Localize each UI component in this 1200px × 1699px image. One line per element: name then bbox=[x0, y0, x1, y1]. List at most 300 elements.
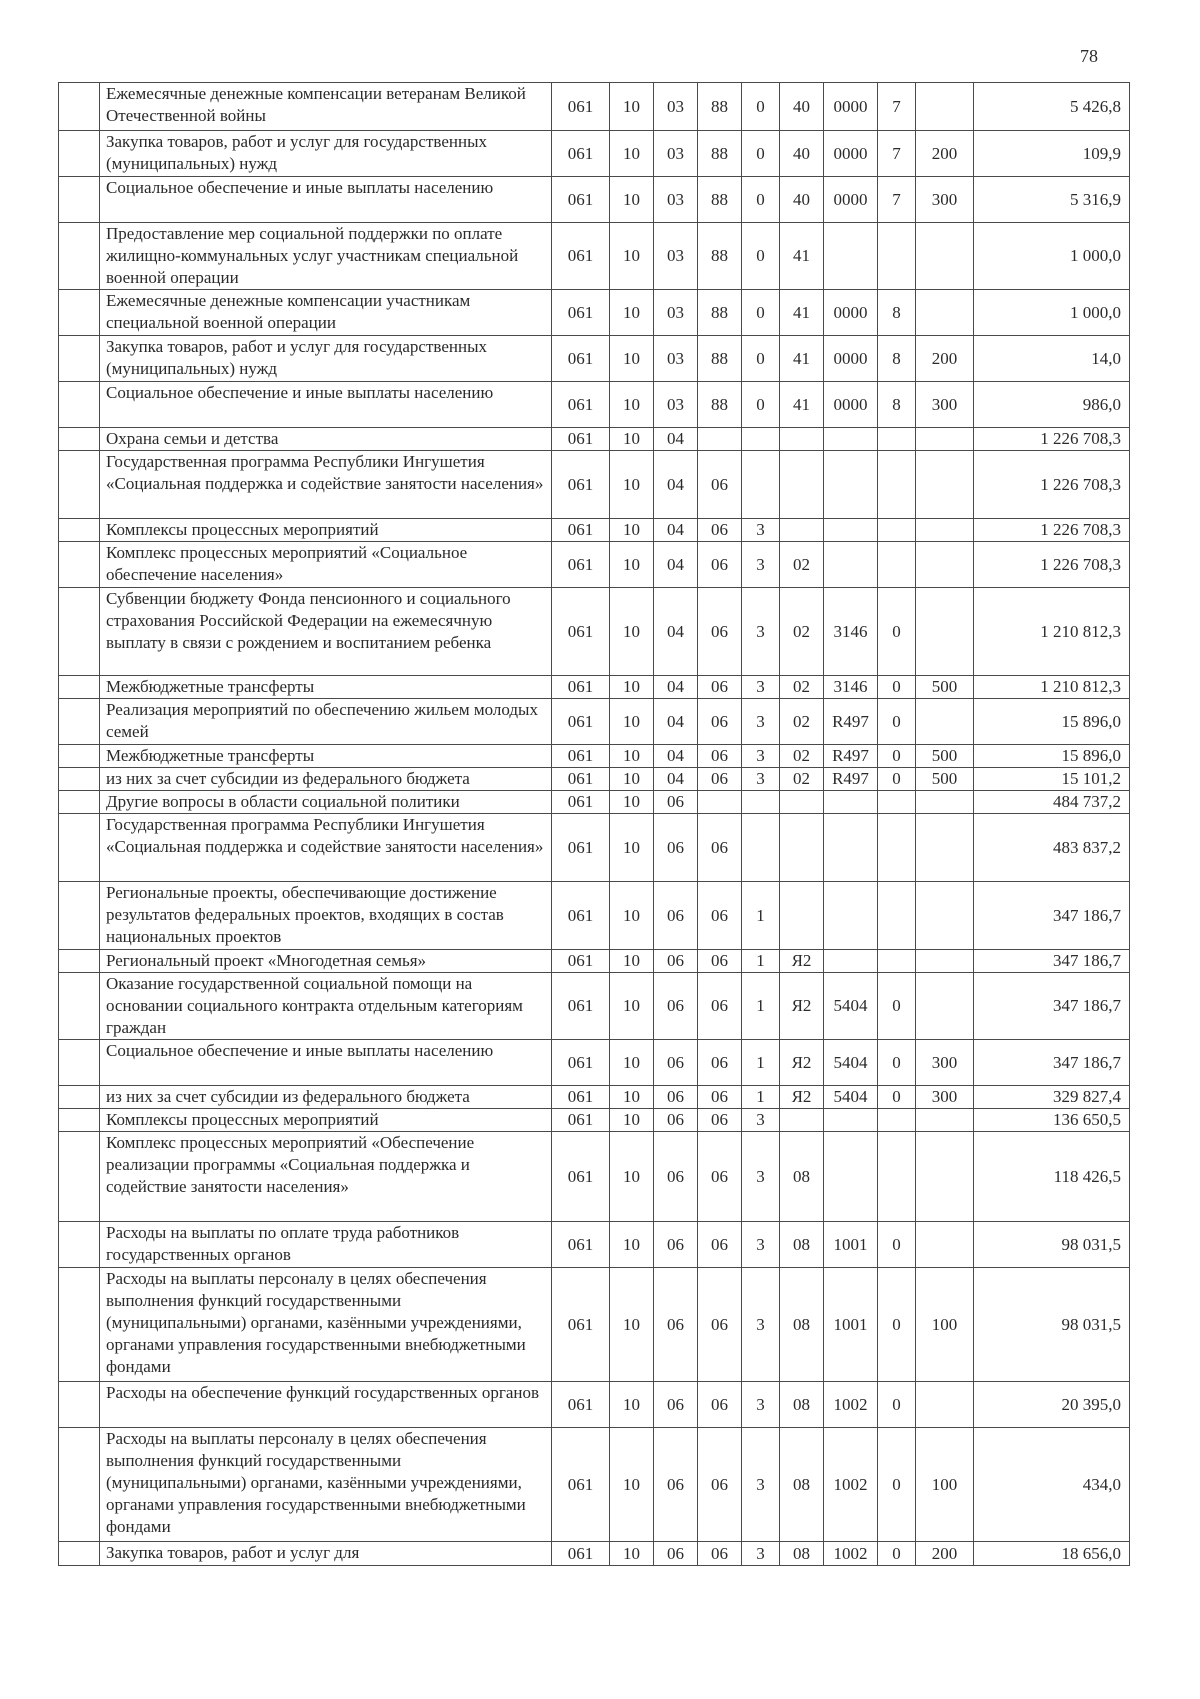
row-amount-cell: 1 210 812,3 bbox=[974, 676, 1130, 699]
section-code-cell: 10 bbox=[610, 676, 654, 699]
direction-code-cell: 5404 bbox=[824, 1086, 878, 1109]
table-row bbox=[59, 83, 1130, 131]
event-code-cell bbox=[780, 814, 824, 882]
sub-code-cell bbox=[878, 1132, 916, 1222]
row-name-cell: Закупка товаров, работ и услуг для государственных (муниципальных) нужд bbox=[100, 336, 552, 382]
direction-code-cell: 0000 bbox=[824, 177, 878, 223]
direction-code-cell bbox=[824, 542, 878, 588]
row-amount-cell: 5 316,9 bbox=[974, 177, 1130, 223]
admin-code-cell: 061 bbox=[552, 336, 610, 382]
page-number: 78 bbox=[1080, 46, 1098, 66]
expense-type-code-cell bbox=[916, 83, 974, 131]
program-code-cell: 06 bbox=[698, 1132, 742, 1222]
section-code-cell: 10 bbox=[610, 1542, 654, 1566]
admin-code-cell: 061 bbox=[552, 83, 610, 131]
row-amount-cell: 118 426,5 bbox=[974, 1132, 1130, 1222]
row-name-cell: Другие вопросы в области социальной политики bbox=[100, 791, 552, 814]
direction-code-cell bbox=[824, 882, 878, 950]
subsection-code-cell: 06 bbox=[654, 1382, 698, 1428]
row-amount-cell: 109,9 bbox=[974, 131, 1130, 177]
subsection-code-cell: 04 bbox=[654, 676, 698, 699]
row-blank-cell bbox=[59, 699, 100, 745]
subprogram-code-cell: 0 bbox=[742, 177, 780, 223]
sub-code-cell bbox=[878, 882, 916, 950]
admin-code-cell: 061 bbox=[552, 519, 610, 542]
subsection-code-cell: 04 bbox=[654, 451, 698, 519]
section-code-cell: 10 bbox=[610, 519, 654, 542]
subsection-code-cell: 06 bbox=[654, 1040, 698, 1086]
table-row bbox=[59, 676, 1130, 699]
sub-code-cell: 0 bbox=[878, 676, 916, 699]
row-amount-cell: 986,0 bbox=[974, 382, 1130, 428]
section-code-cell: 10 bbox=[610, 1086, 654, 1109]
subsection-code-cell: 03 bbox=[654, 336, 698, 382]
sub-code-cell bbox=[878, 519, 916, 542]
sub-code-cell bbox=[878, 950, 916, 973]
subsection-code-cell: 04 bbox=[654, 588, 698, 676]
admin-code-cell: 061 bbox=[552, 676, 610, 699]
table-row bbox=[59, 588, 1130, 676]
row-blank-cell bbox=[59, 1109, 100, 1132]
subsection-code-cell: 03 bbox=[654, 223, 698, 290]
subprogram-code-cell: 3 bbox=[742, 519, 780, 542]
expense-type-code-cell bbox=[916, 519, 974, 542]
program-code-cell: 06 bbox=[698, 699, 742, 745]
expense-type-code-cell bbox=[916, 973, 974, 1040]
row-amount-cell: 14,0 bbox=[974, 336, 1130, 382]
subprogram-code-cell: 3 bbox=[742, 1132, 780, 1222]
admin-code-cell: 061 bbox=[552, 588, 610, 676]
sub-code-cell: 0 bbox=[878, 1428, 916, 1542]
expense-type-code-cell bbox=[916, 791, 974, 814]
subsection-code-cell: 04 bbox=[654, 428, 698, 451]
direction-code-cell: 1002 bbox=[824, 1428, 878, 1542]
expense-type-code-cell: 300 bbox=[916, 382, 974, 428]
admin-code-cell: 061 bbox=[552, 1132, 610, 1222]
program-code-cell: 06 bbox=[698, 1382, 742, 1428]
section-code-cell: 10 bbox=[610, 745, 654, 768]
row-blank-cell bbox=[59, 676, 100, 699]
direction-code-cell bbox=[824, 451, 878, 519]
row-name-cell: Расходы на выплаты персоналу в целях обеспечения выполнения функций государственными (муниципальными) органами, казёнными учреждениями, органами управления государственными внебюджетными фондами bbox=[100, 1428, 552, 1542]
sub-code-cell: 8 bbox=[878, 336, 916, 382]
direction-code-cell bbox=[824, 814, 878, 882]
subprogram-code-cell: 0 bbox=[742, 382, 780, 428]
row-amount-cell: 483 837,2 bbox=[974, 814, 1130, 882]
row-amount-cell: 1 226 708,3 bbox=[974, 451, 1130, 519]
subprogram-code-cell: 3 bbox=[742, 588, 780, 676]
row-name-cell: Региональные проекты, обеспечивающие достижение результатов федеральных проектов, входящих в состав национальных проектов bbox=[100, 882, 552, 950]
section-code-cell: 10 bbox=[610, 950, 654, 973]
section-code-cell: 10 bbox=[610, 290, 654, 336]
section-code-cell: 10 bbox=[610, 1382, 654, 1428]
row-amount-cell: 98 031,5 bbox=[974, 1222, 1130, 1268]
subsection-code-cell: 04 bbox=[654, 542, 698, 588]
expense-type-code-cell: 100 bbox=[916, 1428, 974, 1542]
row-name-cell: Расходы на выплаты по оплате труда работников государственных органов bbox=[100, 1222, 552, 1268]
row-amount-cell: 1 000,0 bbox=[974, 290, 1130, 336]
subprogram-code-cell: 3 bbox=[742, 1109, 780, 1132]
direction-code-cell bbox=[824, 1109, 878, 1132]
row-blank-cell bbox=[59, 451, 100, 519]
section-code-cell: 10 bbox=[610, 882, 654, 950]
table-row bbox=[59, 1382, 1130, 1428]
subsection-code-cell: 06 bbox=[654, 814, 698, 882]
table-row bbox=[59, 382, 1130, 428]
expense-type-code-cell: 500 bbox=[916, 768, 974, 791]
table-row bbox=[59, 177, 1130, 223]
row-amount-cell: 15 896,0 bbox=[974, 745, 1130, 768]
row-amount-cell: 484 737,2 bbox=[974, 791, 1130, 814]
admin-code-cell: 061 bbox=[552, 814, 610, 882]
subprogram-code-cell: 1 bbox=[742, 1040, 780, 1086]
subsection-code-cell: 03 bbox=[654, 382, 698, 428]
event-code-cell: 02 bbox=[780, 699, 824, 745]
row-name-cell: Комплекс процессных мероприятий «Обеспечение реализации программы «Социальная поддержка и содействие занятости населения» bbox=[100, 1132, 552, 1222]
expense-type-code-cell bbox=[916, 588, 974, 676]
expense-type-code-cell bbox=[916, 882, 974, 950]
event-code-cell: 02 bbox=[780, 542, 824, 588]
admin-code-cell: 061 bbox=[552, 791, 610, 814]
expense-type-code-cell: 500 bbox=[916, 676, 974, 699]
row-name-cell: из них за счет субсидии из федерального бюджета bbox=[100, 1086, 552, 1109]
subprogram-code-cell: 0 bbox=[742, 131, 780, 177]
expense-type-code-cell bbox=[916, 699, 974, 745]
row-amount-cell: 329 827,4 bbox=[974, 1086, 1130, 1109]
subsection-code-cell: 03 bbox=[654, 83, 698, 131]
sub-code-cell bbox=[878, 223, 916, 290]
row-name-cell: Расходы на обеспечение функций государственных органов bbox=[100, 1382, 552, 1428]
section-code-cell: 10 bbox=[610, 177, 654, 223]
expense-type-code-cell bbox=[916, 1132, 974, 1222]
row-name-cell: Государственная программа Республики Ингушетия «Социальная поддержка и содействие занятости населения» bbox=[100, 814, 552, 882]
table-row bbox=[59, 1132, 1130, 1222]
row-blank-cell bbox=[59, 177, 100, 223]
row-name-cell: Предоставление мер социальной поддержки по оплате жилищно-коммунальных услуг участникам специальной военной операции bbox=[100, 223, 552, 290]
table-row bbox=[59, 768, 1130, 791]
subsection-code-cell: 06 bbox=[654, 950, 698, 973]
event-code-cell: Я2 bbox=[780, 1086, 824, 1109]
program-code-cell: 06 bbox=[698, 814, 742, 882]
sub-code-cell: 0 bbox=[878, 1040, 916, 1086]
table-row bbox=[59, 1542, 1130, 1566]
row-blank-cell bbox=[59, 1268, 100, 1382]
table-row bbox=[59, 791, 1130, 814]
row-name-cell: Региональный проект «Многодетная семья» bbox=[100, 950, 552, 973]
program-code-cell: 06 bbox=[698, 588, 742, 676]
row-name-cell: Ежемесячные денежные компенсации ветеранам Великой Отечественной войны bbox=[100, 83, 552, 131]
sub-code-cell: 0 bbox=[878, 699, 916, 745]
subprogram-code-cell: 0 bbox=[742, 83, 780, 131]
section-code-cell: 10 bbox=[610, 451, 654, 519]
expense-type-code-cell: 300 bbox=[916, 1040, 974, 1086]
subsection-code-cell: 04 bbox=[654, 768, 698, 791]
direction-code-cell: 1002 bbox=[824, 1382, 878, 1428]
sub-code-cell: 0 bbox=[878, 745, 916, 768]
program-code-cell: 88 bbox=[698, 177, 742, 223]
subprogram-code-cell: 3 bbox=[742, 768, 780, 791]
program-code-cell: 88 bbox=[698, 131, 742, 177]
row-amount-cell: 347 186,7 bbox=[974, 950, 1130, 973]
admin-code-cell: 061 bbox=[552, 768, 610, 791]
expense-type-code-cell bbox=[916, 542, 974, 588]
event-code-cell: 41 bbox=[780, 223, 824, 290]
program-code-cell: 06 bbox=[698, 1542, 742, 1566]
program-code-cell: 88 bbox=[698, 290, 742, 336]
row-amount-cell: 1 210 812,3 bbox=[974, 588, 1130, 676]
event-code-cell: 40 bbox=[780, 177, 824, 223]
section-code-cell: 10 bbox=[610, 1428, 654, 1542]
sub-code-cell: 8 bbox=[878, 382, 916, 428]
expense-type-code-cell: 100 bbox=[916, 1268, 974, 1382]
row-name-cell: Оказание государственной социальной помощи на основании социального контракта отдельным категориям граждан bbox=[100, 973, 552, 1040]
event-code-cell: 02 bbox=[780, 588, 824, 676]
subsection-code-cell: 06 bbox=[654, 1109, 698, 1132]
row-amount-cell: 5 426,8 bbox=[974, 83, 1130, 131]
direction-code-cell: R497 bbox=[824, 699, 878, 745]
section-code-cell: 10 bbox=[610, 791, 654, 814]
direction-code-cell: 1001 bbox=[824, 1268, 878, 1382]
direction-code-cell bbox=[824, 791, 878, 814]
event-code-cell bbox=[780, 791, 824, 814]
program-code-cell: 88 bbox=[698, 223, 742, 290]
expense-type-code-cell bbox=[916, 428, 974, 451]
subprogram-code-cell: 3 bbox=[742, 1382, 780, 1428]
row-blank-cell bbox=[59, 542, 100, 588]
program-code-cell: 06 bbox=[698, 1109, 742, 1132]
section-code-cell: 10 bbox=[610, 1222, 654, 1268]
sub-code-cell bbox=[878, 542, 916, 588]
subprogram-code-cell: 1 bbox=[742, 950, 780, 973]
program-code-cell: 06 bbox=[698, 768, 742, 791]
subprogram-code-cell bbox=[742, 428, 780, 451]
program-code-cell: 06 bbox=[698, 1040, 742, 1086]
admin-code-cell: 061 bbox=[552, 882, 610, 950]
expense-type-code-cell: 500 bbox=[916, 745, 974, 768]
table-row bbox=[59, 950, 1130, 973]
subprogram-code-cell bbox=[742, 814, 780, 882]
event-code-cell: 02 bbox=[780, 745, 824, 768]
subprogram-code-cell bbox=[742, 451, 780, 519]
subsection-code-cell: 06 bbox=[654, 791, 698, 814]
section-code-cell: 10 bbox=[610, 814, 654, 882]
row-blank-cell bbox=[59, 1222, 100, 1268]
expense-type-code-cell bbox=[916, 814, 974, 882]
subprogram-code-cell: 3 bbox=[742, 1428, 780, 1542]
row-name-cell: Закупка товаров, работ и услуг для государственных (муниципальных) нужд bbox=[100, 131, 552, 177]
row-blank-cell bbox=[59, 1542, 100, 1566]
subsection-code-cell: 04 bbox=[654, 519, 698, 542]
row-amount-cell: 347 186,7 bbox=[974, 973, 1130, 1040]
direction-code-cell: 5404 bbox=[824, 973, 878, 1040]
event-code-cell bbox=[780, 1109, 824, 1132]
sub-code-cell: 7 bbox=[878, 177, 916, 223]
direction-code-cell: 0000 bbox=[824, 131, 878, 177]
direction-code-cell: 0000 bbox=[824, 382, 878, 428]
subsection-code-cell: 06 bbox=[654, 882, 698, 950]
admin-code-cell: 061 bbox=[552, 428, 610, 451]
subprogram-code-cell: 0 bbox=[742, 336, 780, 382]
direction-code-cell: 0000 bbox=[824, 336, 878, 382]
program-code-cell: 06 bbox=[698, 1268, 742, 1382]
sub-code-cell: 0 bbox=[878, 1382, 916, 1428]
direction-code-cell: 0000 bbox=[824, 83, 878, 131]
row-blank-cell bbox=[59, 973, 100, 1040]
row-blank-cell bbox=[59, 768, 100, 791]
admin-code-cell: 061 bbox=[552, 699, 610, 745]
table-row bbox=[59, 223, 1130, 290]
row-amount-cell: 347 186,7 bbox=[974, 882, 1130, 950]
table-row bbox=[59, 1222, 1130, 1268]
subsection-code-cell: 06 bbox=[654, 1222, 698, 1268]
admin-code-cell: 061 bbox=[552, 451, 610, 519]
table-row bbox=[59, 1428, 1130, 1542]
event-code-cell: 08 bbox=[780, 1268, 824, 1382]
sub-code-cell: 8 bbox=[878, 290, 916, 336]
expense-type-code-cell: 200 bbox=[916, 336, 974, 382]
event-code-cell: 40 bbox=[780, 83, 824, 131]
row-blank-cell bbox=[59, 882, 100, 950]
admin-code-cell: 061 bbox=[552, 745, 610, 768]
row-amount-cell: 20 395,0 bbox=[974, 1382, 1130, 1428]
sub-code-cell: 0 bbox=[878, 1268, 916, 1382]
admin-code-cell: 061 bbox=[552, 1428, 610, 1542]
subprogram-code-cell: 3 bbox=[742, 1268, 780, 1382]
event-code-cell: 08 bbox=[780, 1428, 824, 1542]
row-blank-cell bbox=[59, 950, 100, 973]
program-code-cell: 06 bbox=[698, 542, 742, 588]
program-code-cell: 88 bbox=[698, 336, 742, 382]
expense-type-code-cell bbox=[916, 950, 974, 973]
subprogram-code-cell: 3 bbox=[742, 745, 780, 768]
subsection-code-cell: 06 bbox=[654, 1132, 698, 1222]
event-code-cell bbox=[780, 451, 824, 519]
expense-type-code-cell bbox=[916, 1109, 974, 1132]
event-code-cell bbox=[780, 428, 824, 451]
table-row bbox=[59, 131, 1130, 177]
row-name-cell: Закупка товаров, работ и услуг для bbox=[100, 1542, 552, 1566]
section-code-cell: 10 bbox=[610, 1132, 654, 1222]
expense-type-code-cell: 300 bbox=[916, 177, 974, 223]
table-row bbox=[59, 699, 1130, 745]
subsection-code-cell: 06 bbox=[654, 1268, 698, 1382]
table-row bbox=[59, 973, 1130, 1040]
admin-code-cell: 061 bbox=[552, 1382, 610, 1428]
subprogram-code-cell bbox=[742, 791, 780, 814]
section-code-cell: 10 bbox=[610, 83, 654, 131]
row-name-cell: Ежемесячные денежные компенсации участникам специальной военной операции bbox=[100, 290, 552, 336]
program-code-cell bbox=[698, 791, 742, 814]
event-code-cell: 08 bbox=[780, 1382, 824, 1428]
subprogram-code-cell: 3 bbox=[742, 1222, 780, 1268]
row-amount-cell: 15 101,2 bbox=[974, 768, 1130, 791]
sub-code-cell: 0 bbox=[878, 1086, 916, 1109]
sub-code-cell: 0 bbox=[878, 973, 916, 1040]
row-name-cell: Охрана семьи и детства bbox=[100, 428, 552, 451]
row-blank-cell bbox=[59, 131, 100, 177]
event-code-cell: 41 bbox=[780, 336, 824, 382]
program-code-cell: 06 bbox=[698, 1086, 742, 1109]
row-name-cell: Социальное обеспечение и иные выплаты населению bbox=[100, 177, 552, 223]
sub-code-cell bbox=[878, 451, 916, 519]
row-name-cell: Комплексы процессных мероприятий bbox=[100, 519, 552, 542]
program-code-cell: 06 bbox=[698, 451, 742, 519]
row-blank-cell bbox=[59, 588, 100, 676]
section-code-cell: 10 bbox=[610, 428, 654, 451]
row-blank-cell bbox=[59, 1382, 100, 1428]
subsection-code-cell: 04 bbox=[654, 699, 698, 745]
row-amount-cell: 1 226 708,3 bbox=[974, 542, 1130, 588]
table-row bbox=[59, 519, 1130, 542]
direction-code-cell bbox=[824, 223, 878, 290]
table-row bbox=[59, 290, 1130, 336]
expense-type-code-cell: 200 bbox=[916, 1542, 974, 1566]
direction-code-cell bbox=[824, 1132, 878, 1222]
direction-code-cell: R497 bbox=[824, 768, 878, 791]
row-blank-cell bbox=[59, 745, 100, 768]
row-name-cell: Межбюджетные трансферты bbox=[100, 745, 552, 768]
subprogram-code-cell: 3 bbox=[742, 1542, 780, 1566]
table-row bbox=[59, 1268, 1130, 1382]
sub-code-cell: 7 bbox=[878, 131, 916, 177]
row-blank-cell bbox=[59, 1132, 100, 1222]
row-name-cell: Комплексы процессных мероприятий bbox=[100, 1109, 552, 1132]
subsection-code-cell: 06 bbox=[654, 1428, 698, 1542]
table-row bbox=[59, 1086, 1130, 1109]
section-code-cell: 10 bbox=[610, 588, 654, 676]
event-code-cell: Я2 bbox=[780, 1040, 824, 1086]
row-amount-cell: 15 896,0 bbox=[974, 699, 1130, 745]
row-blank-cell bbox=[59, 1428, 100, 1542]
sub-code-cell: 7 bbox=[878, 83, 916, 131]
expense-type-code-cell bbox=[916, 223, 974, 290]
subsection-code-cell: 06 bbox=[654, 1086, 698, 1109]
event-code-cell: 08 bbox=[780, 1132, 824, 1222]
sub-code-cell bbox=[878, 791, 916, 814]
expense-type-code-cell bbox=[916, 290, 974, 336]
event-code-cell: Я2 bbox=[780, 950, 824, 973]
subsection-code-cell: 03 bbox=[654, 177, 698, 223]
row-amount-cell: 18 656,0 bbox=[974, 1542, 1130, 1566]
section-code-cell: 10 bbox=[610, 223, 654, 290]
program-code-cell: 88 bbox=[698, 382, 742, 428]
row-amount-cell: 347 186,7 bbox=[974, 1040, 1130, 1086]
sub-code-cell bbox=[878, 428, 916, 451]
program-code-cell: 06 bbox=[698, 882, 742, 950]
event-code-cell: 02 bbox=[780, 768, 824, 791]
event-code-cell bbox=[780, 882, 824, 950]
sub-code-cell bbox=[878, 814, 916, 882]
section-code-cell: 10 bbox=[610, 1109, 654, 1132]
direction-code-cell bbox=[824, 428, 878, 451]
table-row bbox=[59, 336, 1130, 382]
admin-code-cell: 061 bbox=[552, 177, 610, 223]
section-code-cell: 10 bbox=[610, 1040, 654, 1086]
table-row bbox=[59, 451, 1130, 519]
subprogram-code-cell: 1 bbox=[742, 882, 780, 950]
table-row bbox=[59, 542, 1130, 588]
subsection-code-cell: 06 bbox=[654, 1542, 698, 1566]
direction-code-cell: 0000 bbox=[824, 290, 878, 336]
program-code-cell: 88 bbox=[698, 83, 742, 131]
row-name-cell: из них за счет субсидии из федерального бюджета bbox=[100, 768, 552, 791]
sub-code-cell: 0 bbox=[878, 1542, 916, 1566]
expense-type-code-cell bbox=[916, 1382, 974, 1428]
row-name-cell: Реализация мероприятий по обеспечению жильем молодых семей bbox=[100, 699, 552, 745]
expense-type-code-cell: 300 bbox=[916, 1086, 974, 1109]
row-name-cell: Субвенции бюджету Фонда пенсионного и социального страхования Российской Федерации на ежемесячную выплату в связи с рождением и воспитанием ребенка bbox=[100, 588, 552, 676]
row-blank-cell bbox=[59, 791, 100, 814]
